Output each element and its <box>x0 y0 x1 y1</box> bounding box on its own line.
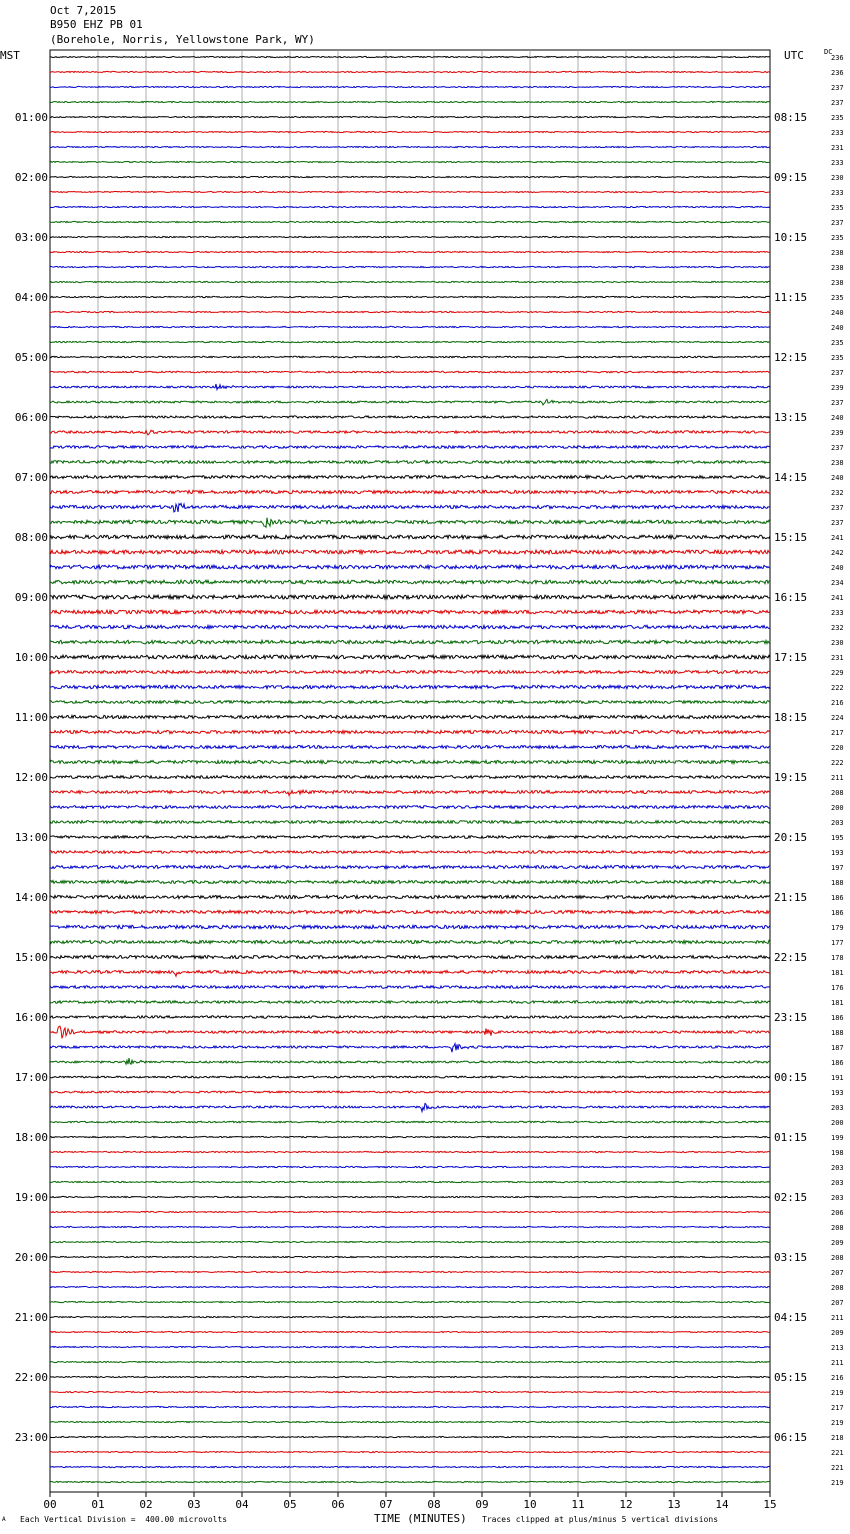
right-hour-label: 23:15 <box>774 1011 808 1024</box>
dc-offset-label: 235 <box>831 204 844 212</box>
dc-offset-label: 237 <box>831 84 844 92</box>
dc-offset-label: 188 <box>831 879 844 887</box>
dc-offset-label: 237 <box>831 399 844 407</box>
dc-offset-label: 188 <box>831 1029 844 1037</box>
dc-offset-label: 230 <box>831 174 844 182</box>
right-hour-label: 05:15 <box>774 1371 808 1384</box>
left-hour-label: 03:00 <box>14 231 48 244</box>
trace-line <box>50 1391 770 1392</box>
trace-line <box>50 251 770 252</box>
right-hour-label: 18:15 <box>774 711 808 724</box>
left-hour-label: 20:00 <box>14 1251 48 1264</box>
trace-line <box>50 1376 770 1377</box>
trace-line <box>50 925 770 928</box>
trace-line <box>50 986 770 989</box>
dc-offset-label: 200 <box>831 804 844 812</box>
trace-line <box>50 1286 770 1287</box>
right-hour-label: 03:15 <box>774 1251 808 1264</box>
x-tick-label: 09 <box>475 1498 489 1511</box>
right-hour-label: 19:15 <box>774 771 808 784</box>
trace-line <box>50 910 770 913</box>
dc-offset-label: 233 <box>831 609 844 617</box>
dc-offset-label: 179 <box>831 924 844 932</box>
right-hour-label: 09:15 <box>774 171 808 184</box>
trace-line <box>50 1104 770 1112</box>
right-hour-label: 15:15 <box>774 531 808 544</box>
trace-line <box>50 940 770 943</box>
right-hour-label: 16:15 <box>774 591 808 604</box>
dc-offset-label: 233 <box>831 159 844 167</box>
dc-offset-label: 208 <box>831 1284 844 1292</box>
dc-offset-label: 237 <box>831 219 844 227</box>
trace-line <box>50 446 770 449</box>
dc-offset-label: 219 <box>831 1419 844 1427</box>
left-hour-label: 17:00 <box>14 1071 48 1084</box>
dc-offset-label: 239 <box>831 429 844 437</box>
dc-offset-label: 222 <box>831 684 844 692</box>
dc-offset-label: 239 <box>831 384 844 392</box>
trace-line <box>50 580 770 584</box>
dc-offset-label: 198 <box>831 1149 844 1157</box>
trace-line <box>50 610 770 614</box>
trace-line <box>50 1406 770 1407</box>
trace-line <box>50 970 770 976</box>
right-hour-label: 14:15 <box>774 471 808 484</box>
trace-line <box>50 550 770 554</box>
trace-line <box>50 1151 770 1152</box>
dc-offset-label: 208 <box>831 789 844 797</box>
x-tick-label: 06 <box>331 1498 345 1511</box>
trace-line <box>50 71 770 72</box>
dc-offset-label: 222 <box>831 759 844 767</box>
trace-line <box>50 1256 770 1257</box>
x-tick-label: 07 <box>379 1498 393 1511</box>
dc-label: DC <box>824 48 833 56</box>
dc-offset-label: 191 <box>831 1074 844 1082</box>
trace-line <box>50 1226 770 1227</box>
dc-offset-label: 218 <box>831 1434 844 1442</box>
trace-line <box>50 881 770 884</box>
right-hour-label: 17:15 <box>774 651 808 664</box>
dc-offset-label: 207 <box>831 1299 844 1307</box>
dc-offset-label: 235 <box>831 114 844 122</box>
trace-line <box>50 430 770 435</box>
trace-line <box>50 399 770 405</box>
trace-line <box>50 1211 770 1212</box>
trace-line <box>50 281 770 282</box>
header-date: Oct 7,2015 <box>50 4 117 17</box>
right-hour-label: 01:15 <box>774 1131 808 1144</box>
dc-offset-label: 234 <box>831 579 844 587</box>
dc-offset-label: 235 <box>831 294 844 302</box>
trace-line <box>50 503 770 512</box>
x-tick-label: 15 <box>763 1498 777 1511</box>
dc-offset-label: 221 <box>831 1464 844 1472</box>
trace-line <box>50 416 770 418</box>
dc-offset-label: 207 <box>831 1269 844 1277</box>
right-hour-label: 20:15 <box>774 831 808 844</box>
dc-offset-label: 231 <box>831 654 844 662</box>
left-hour-label: 12:00 <box>14 771 48 784</box>
trace-line <box>50 490 770 493</box>
trace-line <box>50 461 770 464</box>
left-hour-label: 01:00 <box>14 111 48 124</box>
dc-offset-label: 217 <box>831 729 844 737</box>
dc-offset-label: 236 <box>831 54 844 62</box>
dc-offset-label: 203 <box>831 819 844 827</box>
dc-offset-label: 233 <box>831 189 844 197</box>
dc-offset-label: 237 <box>831 369 844 377</box>
dc-offset-label: 241 <box>831 594 844 602</box>
left-hour-label: 19:00 <box>14 1191 48 1204</box>
dc-offset-label: 229 <box>831 669 844 677</box>
dc-offset-label: 221 <box>831 1449 844 1457</box>
dc-offset-label: 238 <box>831 264 844 272</box>
dc-offset-label: 240 <box>831 564 844 572</box>
left-hour-label: 21:00 <box>14 1311 48 1324</box>
dc-offset-label: 235 <box>831 339 844 347</box>
x-tick-label: 00 <box>43 1498 57 1511</box>
dc-offset-label: 187 <box>831 1044 844 1052</box>
dc-offset-label: 237 <box>831 99 844 107</box>
trace-line <box>50 206 770 207</box>
trace-line <box>50 116 770 117</box>
trace-line <box>50 655 770 659</box>
dc-offset-label: 203 <box>831 1104 844 1112</box>
right-hour-label: 21:15 <box>774 891 808 904</box>
dc-offset-label: 211 <box>831 1359 844 1367</box>
trace-line <box>50 131 770 132</box>
trace-line <box>50 1058 770 1064</box>
trace-line <box>50 1316 770 1317</box>
trace-line <box>50 326 770 327</box>
dc-offset-label: 216 <box>831 699 844 707</box>
trace-line <box>50 956 770 959</box>
trace-line <box>50 895 770 898</box>
left-hour-label: 10:00 <box>14 651 48 664</box>
trace-line <box>50 746 770 749</box>
trace-line <box>50 176 770 177</box>
dc-offset-label: 232 <box>831 624 844 632</box>
dc-offset-label: 219 <box>831 1389 844 1397</box>
trace-line <box>50 701 770 704</box>
dc-offset-label: 186 <box>831 894 844 902</box>
dc-offset-label: 177 <box>831 939 844 947</box>
trace-line <box>50 311 770 312</box>
x-tick-label: 10 <box>523 1498 537 1511</box>
x-tick-label: 14 <box>715 1498 729 1511</box>
trace-line <box>50 1466 770 1467</box>
trace-line <box>50 341 770 342</box>
trace-line <box>50 1121 770 1123</box>
left-hour-label: 23:00 <box>14 1431 48 1444</box>
dc-offset-label: 199 <box>831 1134 844 1142</box>
dc-offset-label: 219 <box>831 1479 844 1487</box>
dc-offset-label: 217 <box>831 1404 844 1412</box>
right-hour-label: 13:15 <box>774 411 808 424</box>
dc-offset-label: 181 <box>831 999 844 1007</box>
left-hour-label: 07:00 <box>14 471 48 484</box>
trace-line <box>50 1361 770 1362</box>
trace-line <box>50 1136 770 1137</box>
trace-line <box>50 518 770 528</box>
right-hour-label: 22:15 <box>774 951 808 964</box>
trace-line <box>50 640 770 643</box>
dc-offset-label: 230 <box>831 639 844 647</box>
trace-line <box>50 776 770 779</box>
dc-offset-label: 216 <box>831 1374 844 1382</box>
dc-offset-label: 209 <box>831 1329 844 1337</box>
trace-line <box>50 1044 770 1053</box>
trace-line <box>50 1076 770 1078</box>
trace-line <box>50 1016 770 1018</box>
right-hour-label: 11:15 <box>774 291 808 304</box>
dc-offset-label: 203 <box>831 1179 844 1187</box>
dc-offset-label: 176 <box>831 984 844 992</box>
dc-offset-label: 233 <box>831 129 844 137</box>
x-tick-label: 04 <box>235 1498 249 1511</box>
trace-line <box>50 86 770 87</box>
right-hour-label: 02:15 <box>774 1191 808 1204</box>
trace-line <box>50 296 770 297</box>
trace-line <box>50 146 770 147</box>
trace-line <box>50 161 770 162</box>
trace-line <box>50 851 770 854</box>
right-hour-label: 10:15 <box>774 231 808 244</box>
dc-offset-label: 240 <box>831 414 844 422</box>
left-hour-label: 02:00 <box>14 171 48 184</box>
left-hour-label: 15:00 <box>14 951 48 964</box>
dc-offset-label: 240 <box>831 324 844 332</box>
dc-offset-label: 232 <box>831 489 844 497</box>
dc-offset-label: 186 <box>831 909 844 917</box>
dc-offset-label: 208 <box>831 1224 844 1232</box>
trace-line <box>50 1481 770 1482</box>
trace-line <box>50 266 770 267</box>
trace-line <box>50 760 770 763</box>
trace-line <box>50 384 770 390</box>
trace-line <box>50 821 770 824</box>
dc-offset-label: 200 <box>831 1119 844 1127</box>
dc-offset-label: 197 <box>831 864 844 872</box>
dc-offset-label: 240 <box>831 309 844 317</box>
dc-offset-label: 211 <box>831 774 844 782</box>
trace-line <box>50 1181 770 1182</box>
dc-offset-label: 238 <box>831 249 844 257</box>
dc-offset-label: 238 <box>831 279 844 287</box>
right-hour-label: 04:15 <box>774 1311 808 1324</box>
left-hour-label: 11:00 <box>14 711 48 724</box>
x-tick-label: 05 <box>283 1498 297 1511</box>
trace-line <box>50 1436 770 1437</box>
clip-note: Traces clipped at plus/minus 5 vertical divisions <box>482 1515 719 1524</box>
trace-line <box>50 535 770 539</box>
dc-offset-label: 242 <box>831 549 844 557</box>
trace-line <box>50 1301 770 1302</box>
trace-line <box>50 625 770 628</box>
dc-offset-label: 231 <box>831 144 844 152</box>
trace-line <box>50 790 770 795</box>
dc-offset-label: 224 <box>831 714 844 722</box>
x-tick-label: 12 <box>619 1498 633 1511</box>
left-hour-label: 16:00 <box>14 1011 48 1024</box>
scale-glyph: A <box>2 1516 6 1523</box>
right-hour-label: 08:15 <box>774 111 808 124</box>
trace-line <box>50 56 770 57</box>
trace-line <box>50 191 770 192</box>
trace-line <box>50 476 770 479</box>
right-hour-label: 00:15 <box>774 1071 808 1084</box>
dc-offset-label: 240 <box>831 474 844 482</box>
dc-offset-label: 235 <box>831 354 844 362</box>
dc-offset-label: 186 <box>831 1014 844 1022</box>
right-hour-label: 06:15 <box>774 1431 808 1444</box>
left-hour-label: 13:00 <box>14 831 48 844</box>
dc-offset-label: 193 <box>831 1089 844 1097</box>
left-hour-label: 09:00 <box>14 591 48 604</box>
dc-offset-label: 178 <box>831 954 844 962</box>
dc-offset-label: 237 <box>831 519 844 527</box>
left-timezone-label: MST <box>0 49 20 62</box>
trace-line <box>50 1241 770 1242</box>
trace-line <box>50 101 770 102</box>
dc-offset-label: 209 <box>831 1239 844 1247</box>
header-location: (Borehole, Norris, Yellowstone Park, WY) <box>50 33 315 46</box>
x-tick-label: 03 <box>187 1498 201 1511</box>
trace-line <box>50 1001 770 1004</box>
x-tick-label: 02 <box>139 1498 153 1511</box>
trace-line <box>50 595 770 599</box>
plot-frame <box>50 50 770 1492</box>
dc-offset-label: 235 <box>831 234 844 242</box>
dc-offset-label: 241 <box>831 534 844 542</box>
dc-offset-label: 186 <box>831 1059 844 1067</box>
left-hour-label: 05:00 <box>14 351 48 364</box>
trace-line <box>50 221 770 222</box>
trace-line <box>50 671 770 674</box>
trace-line <box>50 1271 770 1272</box>
dc-offset-label: 203 <box>831 1194 844 1202</box>
dc-offset-label: 206 <box>831 1209 844 1217</box>
trace-line <box>50 685 770 688</box>
trace-line <box>50 1091 770 1093</box>
trace-line <box>50 730 770 733</box>
trace-line <box>50 356 770 357</box>
trace-line <box>50 1421 770 1422</box>
trace-line <box>50 1451 770 1452</box>
left-hour-label: 14:00 <box>14 891 48 904</box>
left-hour-label: 04:00 <box>14 291 48 304</box>
trace-line <box>50 565 770 569</box>
dc-offset-label: 193 <box>831 849 844 857</box>
left-hour-label: 22:00 <box>14 1371 48 1384</box>
dc-offset-label: 237 <box>831 444 844 452</box>
dc-offset-label: 213 <box>831 1344 844 1352</box>
dc-offset-label: 195 <box>831 834 844 842</box>
dc-offset-label: 211 <box>831 1314 844 1322</box>
dc-offset-label: 238 <box>831 459 844 467</box>
x-tick-label: 01 <box>91 1498 105 1511</box>
x-tick-label: 08 <box>427 1498 441 1511</box>
trace-line <box>50 236 770 237</box>
trace-line <box>50 806 770 809</box>
x-axis-label: TIME (MINUTES) <box>374 1512 467 1525</box>
trace-line <box>50 371 770 373</box>
trace-line <box>50 1346 770 1347</box>
trace-line <box>50 715 770 718</box>
scale-note: Each Vertical Division = 400.00 microvolts <box>20 1515 228 1524</box>
header-station: B950 EHZ PB 01 <box>50 18 143 31</box>
right-hour-label: 12:15 <box>774 351 808 364</box>
trace-line <box>50 1026 770 1038</box>
left-hour-label: 06:00 <box>14 411 48 424</box>
trace-line <box>50 1331 770 1332</box>
dc-offset-label: 237 <box>831 504 844 512</box>
trace-line <box>50 1196 770 1197</box>
left-hour-label: 08:00 <box>14 531 48 544</box>
trace-line <box>50 866 770 869</box>
dc-offset-label: 236 <box>831 69 844 77</box>
left-hour-label: 18:00 <box>14 1131 48 1144</box>
dc-offset-label: 208 <box>831 1254 844 1262</box>
right-timezone-label: UTC <box>784 49 804 62</box>
x-tick-label: 11 <box>571 1498 585 1511</box>
trace-line <box>50 836 770 839</box>
dc-offset-label: 203 <box>831 1164 844 1172</box>
dc-offset-label: 220 <box>831 744 844 752</box>
dc-offset-label: 181 <box>831 969 844 977</box>
trace-line <box>50 1166 770 1167</box>
x-tick-label: 13 <box>667 1498 681 1511</box>
